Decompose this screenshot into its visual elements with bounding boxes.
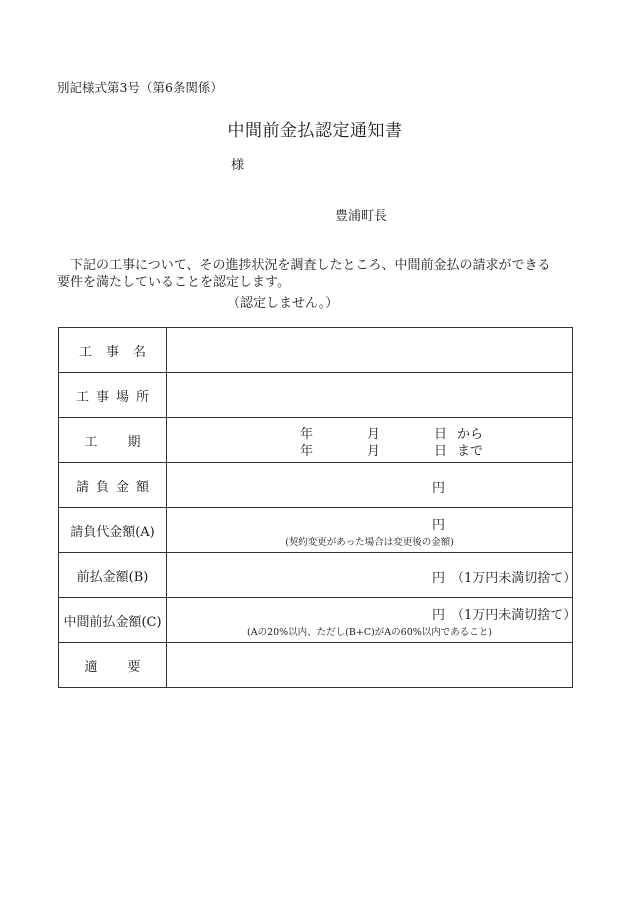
addressee-suffix: 様 — [231, 158, 245, 173]
body-note: （認定しません。） — [227, 296, 339, 311]
value-intermediate-advance[interactable] — [167, 598, 577, 643]
label-contract-amount — [59, 463, 167, 508]
label-remarks — [59, 643, 171, 688]
label-text: 適要 — [84, 659, 171, 675]
body-text — [57, 257, 550, 291]
form-number: 別記様式第3号（第6条関係） — [57, 80, 223, 95]
table-row — [59, 598, 573, 643]
period-from-day: 日 — [434, 427, 448, 442]
period-from-month: 月 — [367, 427, 381, 442]
table-row — [59, 373, 573, 418]
table-row — [59, 508, 573, 553]
intermediate-limit-note: (Aの20%以内、ただし(B+C)がAの60%以内であること) — [247, 627, 492, 638]
value-advance-payment[interactable] — [167, 553, 577, 598]
body-line-1: 下記の工事について、その進捗状況を調査したところ、中間前金払の請求ができる — [70, 258, 551, 273]
label-period — [59, 418, 171, 463]
table-row — [59, 328, 573, 373]
label-construction-site — [59, 373, 167, 418]
contract-change-note: (契約変更があった場合は変更後の金額) — [285, 537, 454, 548]
label-text: 請負金額 — [75, 479, 156, 495]
period-from-label: から — [457, 427, 484, 442]
period-to-day: 日 — [434, 444, 448, 459]
label-contract-price — [59, 508, 167, 553]
yen-unit: 円 — [432, 518, 446, 533]
value-construction-name[interactable] — [167, 328, 573, 373]
yen-unit: 円 — [432, 608, 446, 623]
rounding-note: （1万円未満切捨て） — [451, 571, 577, 586]
body-line-2: 要件を満たしていることを認定します。 — [57, 275, 290, 290]
table-row — [59, 463, 573, 508]
period-from-year: 年 — [300, 427, 314, 442]
label-advance-payment — [59, 553, 167, 598]
label-text: 中間前払金額(C) — [63, 614, 162, 630]
document-title: 中間前金払認定通知書 — [227, 121, 403, 141]
label-text: 請負代金額(A) — [70, 524, 155, 540]
label-text: 工事場所 — [75, 389, 156, 405]
yen-unit: 円 — [432, 571, 446, 586]
form-table — [58, 327, 577, 688]
rounding-note: （1万円未満切捨て） — [451, 608, 577, 623]
value-contract-price[interactable] — [167, 508, 573, 553]
label-intermediate-advance — [59, 598, 167, 643]
label-construction-name — [59, 328, 167, 373]
label-text: 工事名 — [78, 344, 160, 360]
period-to-year: 年 — [300, 444, 314, 459]
issuer-name: 豊浦町長 — [335, 209, 388, 224]
value-construction-site[interactable] — [167, 373, 573, 418]
table-row — [59, 553, 573, 598]
table-row — [59, 643, 573, 688]
table-row — [59, 418, 573, 463]
value-period[interactable] — [167, 418, 573, 463]
value-contract-amount[interactable] — [167, 463, 573, 508]
label-text: 前払金額(B) — [76, 569, 149, 585]
label-text: 工期 — [84, 434, 171, 450]
yen-unit: 円 — [432, 481, 446, 496]
value-remarks[interactable] — [167, 643, 573, 688]
period-to-label: まで — [457, 444, 484, 459]
period-to-month: 月 — [367, 444, 381, 459]
